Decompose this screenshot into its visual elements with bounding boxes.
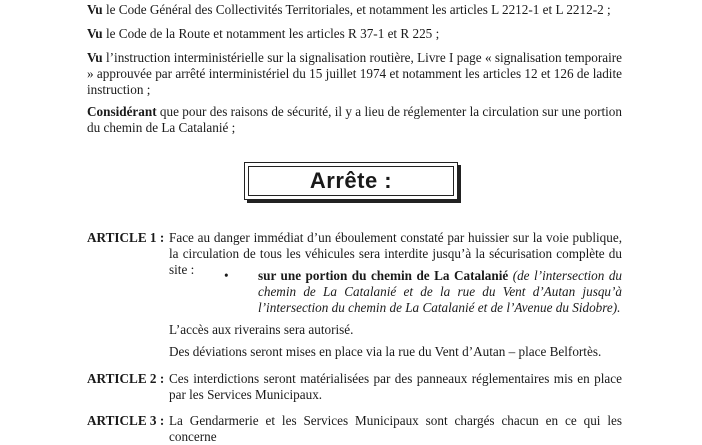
considerant-text: que pour des raisons de sécurité, il y a lieu de réglementer la circulation sur une portion du chemin de La Catalanié ; bbox=[87, 104, 622, 135]
vu-paragraph-3 bbox=[87, 50, 622, 98]
vu-lead: Vu bbox=[87, 26, 103, 41]
vu-text: le Code de la Route et notamment les articles R 37-1 et R 225 ; bbox=[102, 26, 440, 41]
vu-lead: Vu bbox=[87, 50, 103, 65]
article-1-bullet-text bbox=[258, 268, 622, 316]
considerant-lead: Considérant bbox=[87, 104, 157, 119]
vu-paragraph-1 bbox=[87, 2, 622, 18]
article-2-label: ARTICLE 2 : bbox=[87, 371, 165, 386]
arrete-title: Arrête : bbox=[309, 168, 393, 193]
article-1-access: L’accès aux riverains sera autorisé. bbox=[169, 322, 354, 337]
article-2-text: Ces interdictions seront matérialisées par des panneaux réglementaires mis en place par les Services Municipaux. bbox=[169, 371, 622, 402]
vu-text: le Code Général des Collectivités Territoriales, et notamment les articles L 2212-1 et L 2212-2 ; bbox=[102, 2, 611, 17]
bullet-icon: • bbox=[224, 268, 229, 283]
vu-paragraph-2 bbox=[87, 26, 622, 42]
bullet-bold-text: sur une portion du chemin de La Catalanié bbox=[258, 268, 509, 283]
article-3-label: ARTICLE 3 : bbox=[87, 413, 165, 428]
vu-text: l’instruction interministérielle sur la signalisation routière, Livre I page « signalisation temporaire » approuvée par arrêté interministériel du 15 juillet 1974 et notamment les articles 12 et 126 de ladite instruction ; bbox=[87, 50, 622, 97]
bullet-italic-text: (de l’intersection du chemin de La Catalanié et de la rue du Vent d’Autan jusqu’à l’intersection du chemin de La Catalanié et de l’Avenue du Sidobre). bbox=[258, 268, 623, 315]
arrete-title-box bbox=[244, 162, 458, 200]
vu-lead: Vu bbox=[87, 2, 103, 17]
article-1-deviation: Des déviations seront mises en place via la rue du Vent d’Autan – place Belfortès. bbox=[169, 344, 602, 359]
article-1-text: Face au danger immédiat d’un éboulement constaté par huissier sur la voie publique, la circulation de tous les véhicules sera interdite jusqu’à la sécurisation complète du site : bbox=[169, 230, 622, 277]
considerant-paragraph bbox=[87, 104, 622, 136]
article-1-label: ARTICLE 1 : bbox=[87, 230, 165, 245]
article-3-text: La Gendarmerie et les Services Municipaux sont chargés chacun en ce qui les concerne bbox=[169, 413, 622, 444]
